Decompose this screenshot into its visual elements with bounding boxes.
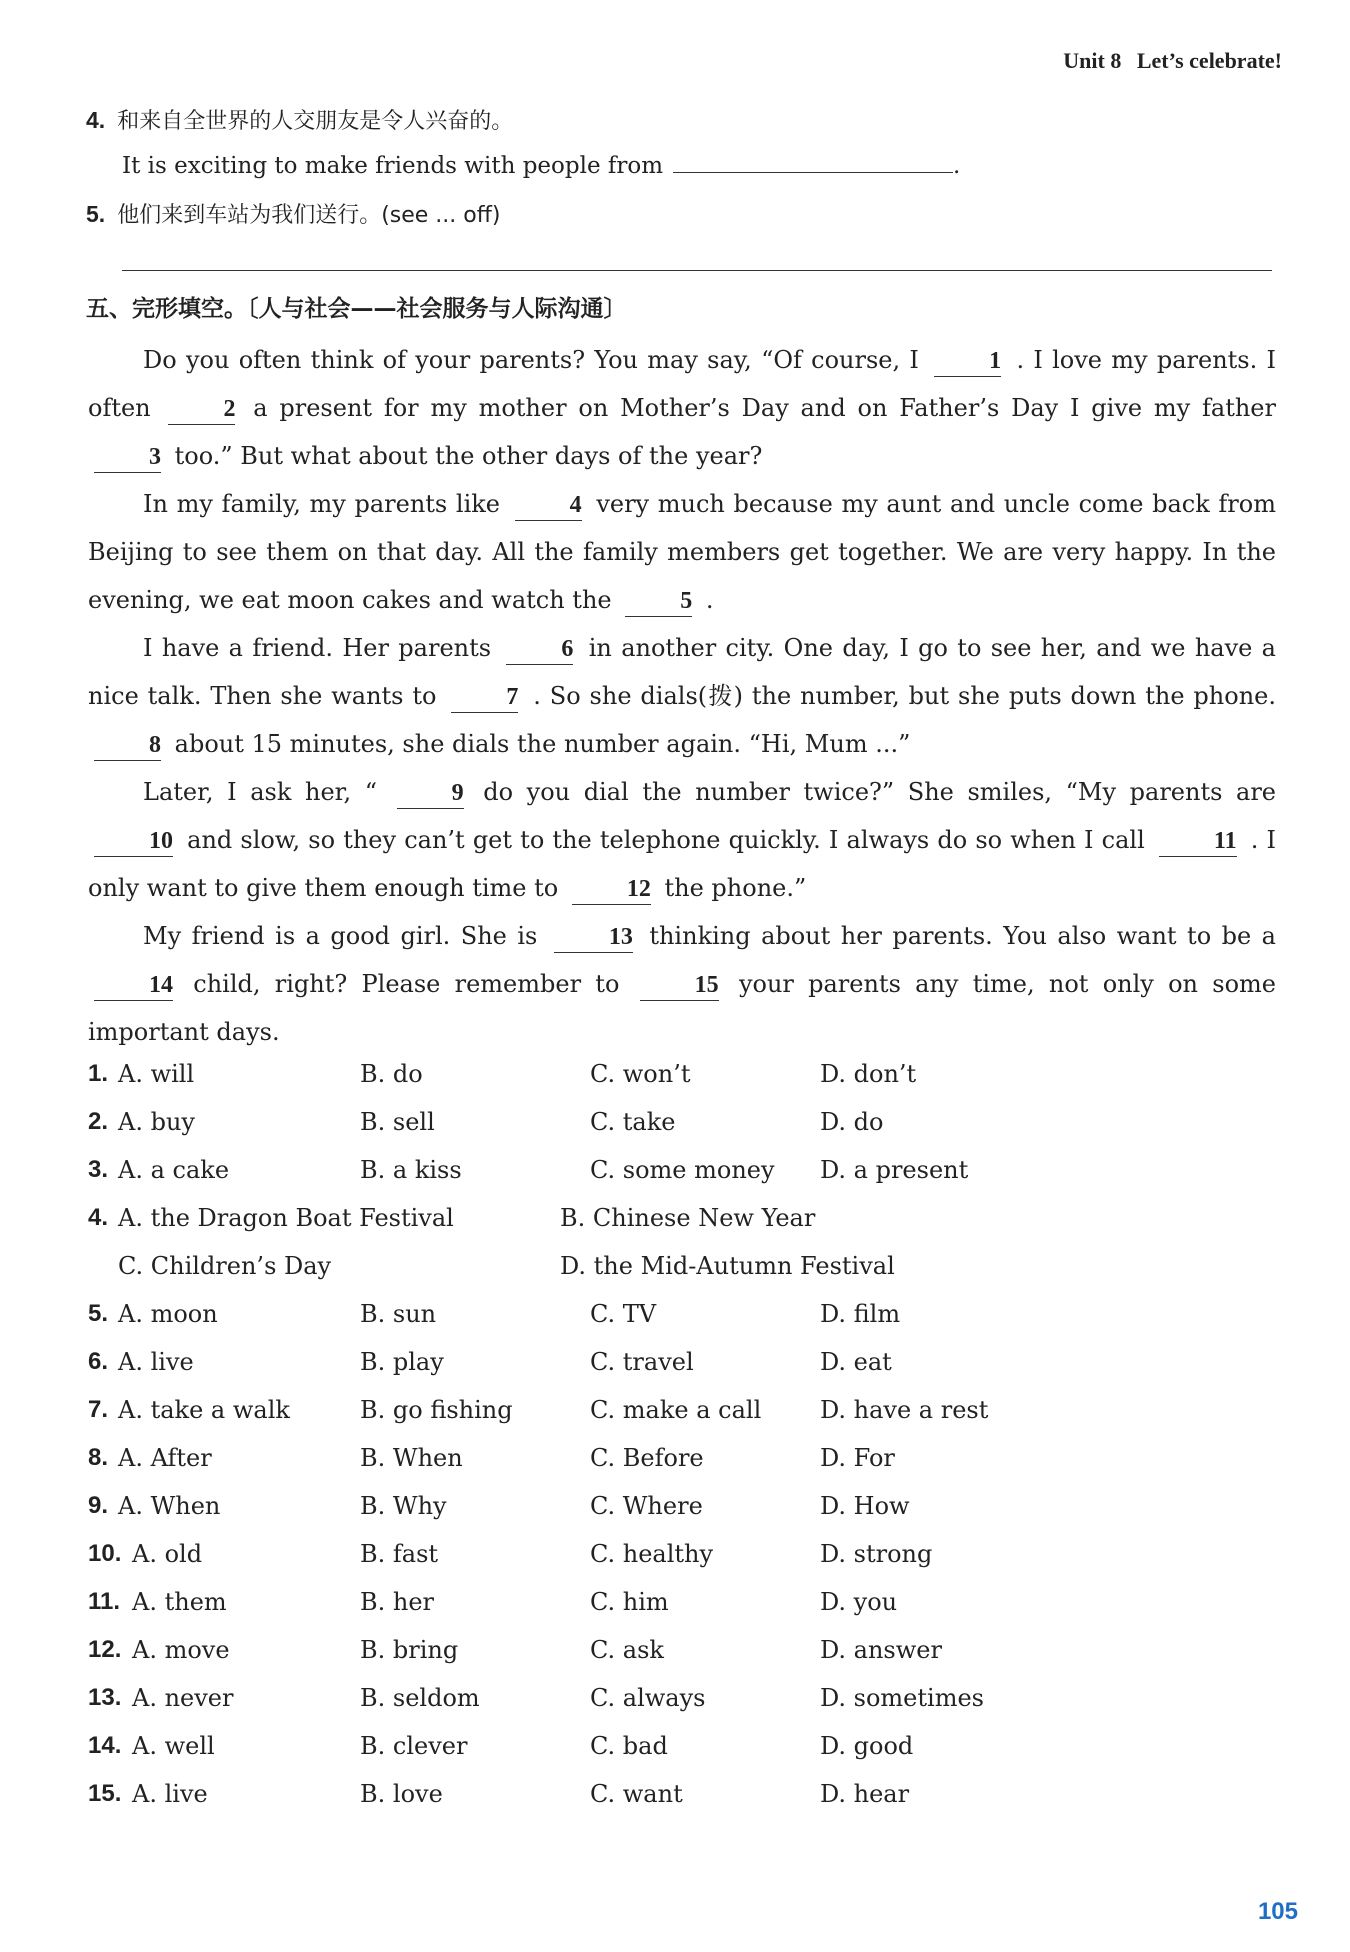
cloze-blank-3[interactable]: 3	[94, 442, 161, 473]
cloze-blank-11[interactable]: 11	[1159, 826, 1237, 857]
option-number: 2.	[88, 1108, 109, 1135]
option-d[interactable]: D. film	[820, 1300, 901, 1328]
option-row	[88, 1436, 1288, 1484]
option-number: 9.	[88, 1492, 109, 1519]
passage-text: Later, I ask her, “	[143, 778, 377, 806]
passage-text: . So she dials(拨) the number, but she puts down the phone.	[533, 682, 1276, 710]
option-d[interactable]: D. hear	[820, 1780, 910, 1808]
option-c[interactable]: C. Where	[590, 1492, 703, 1520]
cloze-blank-14[interactable]: 14	[94, 970, 173, 1001]
option-d[interactable]: D. For	[820, 1444, 895, 1472]
option-d[interactable]: D. sometimes	[820, 1684, 984, 1712]
passage-text: very much because my aunt and uncle come back from Beijing to see them on that day. All the family members get together. We are very happy. In the evening, we eat moon cakes and watch the	[88, 490, 1276, 614]
passage-paragraph	[88, 912, 1276, 1056]
option-a[interactable]: A. never	[132, 1684, 234, 1712]
option-b[interactable]: B. Chinese New Year	[560, 1204, 816, 1232]
option-b[interactable]: B. seldom	[360, 1684, 480, 1712]
option-number: 5.	[88, 1300, 109, 1327]
passage-text: about 15 minutes, she dials the number again. “Hi, Mum ...”	[174, 730, 911, 758]
item-number: 5.	[86, 201, 106, 227]
item-5-answer-line[interactable]	[122, 270, 1272, 271]
option-b[interactable]: B. go fishing	[360, 1396, 513, 1424]
option-d[interactable]: D. answer	[820, 1636, 942, 1664]
option-row	[88, 1052, 1288, 1100]
option-a[interactable]: A. move	[132, 1636, 230, 1664]
sentence-end: .	[953, 153, 961, 179]
cloze-blank-2[interactable]: 2	[168, 394, 235, 425]
cloze-passage	[88, 336, 1276, 1056]
option-c[interactable]: C. always	[590, 1684, 706, 1712]
option-c[interactable]: C. make a call	[590, 1396, 762, 1424]
option-number: 14.	[88, 1732, 122, 1759]
option-c[interactable]: C. Before	[590, 1444, 704, 1472]
option-number: 1.	[88, 1060, 109, 1087]
option-b[interactable]: B. a kiss	[360, 1156, 462, 1184]
option-c[interactable]: C. some money	[590, 1156, 775, 1184]
passage-paragraph	[88, 480, 1276, 624]
option-a[interactable]: A. moon	[118, 1300, 218, 1328]
option-row	[88, 1628, 1288, 1676]
option-b[interactable]: B. clever	[360, 1732, 468, 1760]
option-c[interactable]: C. TV	[590, 1300, 657, 1328]
option-number: 15.	[88, 1780, 122, 1807]
option-a[interactable]: A. take a walk	[118, 1396, 290, 1424]
option-a[interactable]: A. old	[132, 1540, 203, 1568]
option-row	[88, 1148, 1288, 1196]
option-b[interactable]: B. do	[360, 1060, 423, 1088]
chinese-sentence: 和来自全世界的人交朋友是令人兴奋的。	[117, 109, 514, 134]
passage-text: .	[705, 586, 714, 614]
option-c[interactable]: C. ask	[590, 1636, 664, 1664]
passage-text: I have a friend. Her parents	[143, 634, 492, 662]
cloze-blank-6[interactable]: 6	[506, 634, 573, 665]
passage-text: child, right? Please remember to	[193, 970, 620, 998]
options-list	[88, 1052, 1288, 1820]
option-a[interactable]: A. When	[118, 1492, 221, 1520]
item-number: 4.	[86, 107, 106, 133]
page-header	[1053, 48, 1282, 74]
option-number: 13.	[88, 1684, 122, 1711]
unit-title: Let’s celebrate!	[1136, 48, 1282, 73]
option-c[interactable]: C. travel	[590, 1348, 694, 1376]
option-d[interactable]: D. do	[820, 1108, 884, 1136]
cloze-blank-5[interactable]: 5	[625, 586, 692, 617]
option-d[interactable]: D. the Mid-Autumn Festival	[560, 1252, 895, 1280]
option-a[interactable]: A. a cake	[118, 1156, 230, 1184]
chinese-sentence: 他们来到车站为我们送行。(see ... off)	[117, 203, 501, 228]
cloze-blank-7[interactable]: 7	[451, 682, 518, 713]
option-a[interactable]: A. buy	[118, 1108, 195, 1136]
option-row	[88, 1484, 1288, 1532]
passage-text: do you dial the number twice?” She smiles, “My parents are	[483, 778, 1276, 806]
option-row	[88, 1676, 1288, 1724]
option-a[interactable]: A. live	[118, 1348, 194, 1376]
item-4-english	[122, 150, 960, 182]
cloze-blank-8[interactable]: 8	[94, 730, 161, 761]
unit-label: Unit 8	[1063, 48, 1122, 73]
passage-text: your parents any time, not only on some important days.	[88, 970, 1276, 1046]
passage-text: and slow, so they can’t get to the telephone quickly. I always do so when I call	[187, 826, 1145, 854]
passage-paragraph	[88, 624, 1276, 768]
option-b[interactable]: B. Why	[360, 1492, 447, 1520]
cloze-blank-1[interactable]: 1	[934, 346, 1001, 377]
option-number: 3.	[88, 1156, 109, 1183]
option-b[interactable]: B. bring	[360, 1636, 459, 1664]
option-a[interactable]: A. well	[132, 1732, 215, 1760]
option-row	[88, 1724, 1288, 1772]
option-number: 8.	[88, 1444, 109, 1471]
passage-text: thinking about her parents. You also want to be a	[649, 922, 1276, 950]
passage-text: the phone.”	[664, 874, 807, 902]
option-d[interactable]: D. good	[820, 1732, 914, 1760]
passage-text: a present for my mother on Mother’s Day and on Father’s Day I give my father	[253, 394, 1276, 422]
passage-text: Do you often think of your parents? You may say, “Of course, I	[143, 346, 919, 374]
option-a[interactable]: A. live	[132, 1780, 208, 1808]
option-number: 12.	[88, 1636, 122, 1663]
option-b[interactable]: B. sun	[360, 1300, 437, 1328]
cloze-blank-12[interactable]: 12	[572, 874, 651, 905]
option-a[interactable]: A. will	[118, 1060, 195, 1088]
option-number: 7.	[88, 1396, 109, 1423]
option-b[interactable]: B. play	[360, 1348, 444, 1376]
passage-text: My friend is a good girl. She is	[143, 922, 538, 950]
option-c[interactable]: C. healthy	[590, 1540, 714, 1568]
english-prompt: It is exciting to make friends with people from	[122, 153, 664, 179]
passage-paragraph	[88, 336, 1276, 480]
page-number: 105	[1257, 1898, 1298, 1925]
option-d[interactable]: D. strong	[820, 1540, 933, 1568]
option-a[interactable]: A. the Dragon Boat Festival	[118, 1204, 454, 1232]
option-d[interactable]: D. don’t	[820, 1060, 917, 1088]
option-c[interactable]: C. him	[590, 1588, 669, 1616]
item-4-chinese	[86, 104, 513, 138]
option-row	[88, 1532, 1288, 1580]
option-c[interactable]: C. want	[590, 1780, 683, 1808]
option-row	[88, 1340, 1288, 1388]
answer-blank[interactable]	[673, 150, 953, 173]
option-d[interactable]: D. you	[820, 1588, 898, 1616]
option-d[interactable]: D. How	[820, 1492, 910, 1520]
option-row	[88, 1580, 1288, 1628]
option-b[interactable]: B. sell	[360, 1108, 435, 1136]
option-row	[88, 1292, 1288, 1340]
option-number: 6.	[88, 1348, 109, 1375]
option-d[interactable]: D. eat	[820, 1348, 892, 1376]
option-d[interactable]: D. have a rest	[820, 1396, 989, 1424]
option-number: 10.	[88, 1540, 122, 1567]
option-b[interactable]: B. When	[360, 1444, 463, 1472]
option-number: 11.	[88, 1588, 121, 1615]
option-b[interactable]: B. fast	[360, 1540, 439, 1568]
section-title: 五、完形填空。〔人与社会——社会服务与人际沟通〕	[86, 296, 627, 322]
option-number: 4.	[88, 1204, 109, 1231]
option-d[interactable]: D. a present	[820, 1156, 969, 1184]
option-row	[88, 1388, 1288, 1436]
cloze-blank-9[interactable]: 9	[397, 778, 464, 809]
passage-text: too.” But what about the other days of the year?	[174, 442, 763, 470]
option-a[interactable]: A. After	[118, 1444, 212, 1472]
passage-text: . I only want to give them enough time to	[88, 826, 1276, 902]
option-c[interactable]: C. won’t	[590, 1060, 691, 1088]
passage-text: . I love my parents. I often	[88, 346, 1276, 422]
cloze-blank-15[interactable]: 15	[640, 970, 719, 1001]
option-b[interactable]: B. love	[360, 1780, 443, 1808]
option-row	[88, 1772, 1288, 1820]
option-c[interactable]: C. bad	[590, 1732, 668, 1760]
passage-paragraph	[88, 768, 1276, 912]
cloze-blank-13[interactable]: 13	[554, 922, 633, 953]
passage-text: In my family, my parents like	[143, 490, 500, 518]
option-row	[88, 1100, 1288, 1148]
cloze-blank-4[interactable]: 4	[515, 490, 582, 521]
option-c[interactable]: C. Children’s Day	[118, 1252, 332, 1280]
cloze-blank-10[interactable]: 10	[94, 826, 173, 857]
item-5-chinese	[86, 198, 500, 232]
option-c[interactable]: C. take	[590, 1108, 676, 1136]
passage-text: in another city. One day, I go to see her, and we have a nice talk. Then she wants to	[88, 634, 1276, 710]
option-row	[88, 1196, 1288, 1292]
option-a[interactable]: A. them	[132, 1588, 227, 1616]
option-b[interactable]: B. her	[360, 1588, 435, 1616]
